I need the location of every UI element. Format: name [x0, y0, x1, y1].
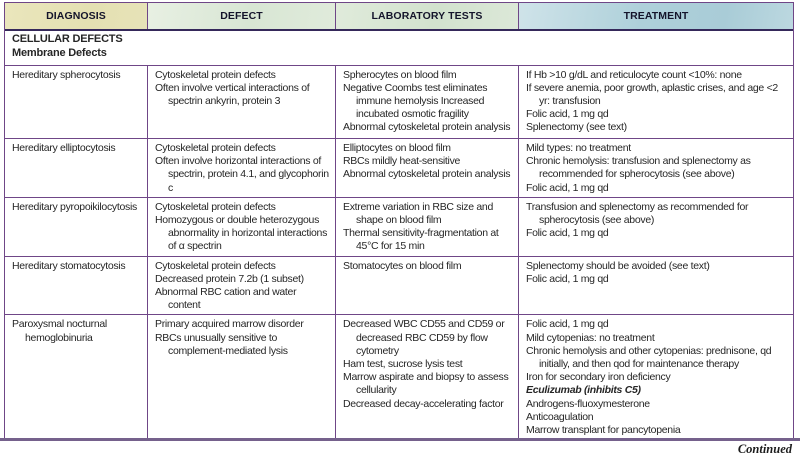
- cell-line: If Hb >10 g/dL and reticulocyte count <10%: none: [526, 68, 742, 81]
- cell-defect: [148, 315, 336, 439]
- cell-line: Folic acid, 1 mg qd: [526, 318, 609, 331]
- cell-line: Mild cytopenias: no treatment: [526, 331, 655, 344]
- cell-line: Marrow aspirate and biopsy to assess cellularity: [343, 371, 509, 397]
- cell-line: Decreased WBC CD55 and CD59 or decreased RBC CD59 by flow cytometry: [343, 318, 505, 357]
- cell-line: Folic acid, 1 mg qd: [526, 272, 609, 285]
- section-title: CELLULAR DEFECTS: [12, 33, 123, 45]
- cell-diagnosis: [5, 257, 148, 315]
- header-cell-diagnosis: DIAGNOSIS: [5, 3, 148, 29]
- cell-line: Hereditary stomatocytosis: [12, 259, 126, 272]
- cell-line: Decreased decay-accelerating factor: [343, 397, 504, 410]
- cell-line: Extreme variation in RBC size and shape on blood film: [343, 200, 493, 227]
- cell-diagnosis: [5, 66, 148, 139]
- cell-defect: [148, 257, 336, 315]
- hemolytic-anemia-table: [4, 2, 794, 439]
- cell-line: Splenectomy (see text): [526, 121, 627, 134]
- cell-line: Chronic hemolysis and other cytopenias: prednisone, qd initially, and then qod for maintenance therapy: [526, 344, 772, 371]
- cell-defect: [148, 66, 336, 139]
- cell-diagnosis: [5, 315, 148, 439]
- cell-treatment: [519, 257, 793, 315]
- continued-label: Continued: [737, 442, 792, 456]
- cell-laboratory-tests: [336, 66, 519, 139]
- cell-line: Ham test, sucrose lysis test: [343, 358, 463, 371]
- cell-line: Cytoskeletal protein defects: [155, 259, 276, 272]
- cell-diagnosis: [5, 198, 148, 256]
- cell-line: Elliptocytes on blood film: [343, 142, 451, 154]
- cell-laboratory-tests: [336, 315, 519, 439]
- cell-line: Abnormal cytoskeletal protein analysis: [343, 168, 511, 181]
- table-body: [5, 65, 793, 440]
- cell-line: Stomatocytes on blood film: [343, 259, 462, 272]
- cell-laboratory-tests: [336, 139, 519, 197]
- section-subtitle: Membrane Defects: [12, 46, 107, 59]
- cell-line: Iron for secondary iron deficiency: [526, 371, 671, 384]
- cell-laboratory-tests: [336, 198, 519, 256]
- cell-line: Eculizumab (inhibits C5): [526, 384, 641, 397]
- cell-treatment: [519, 66, 793, 139]
- cell-laboratory-tests: [336, 257, 519, 315]
- cell-line: Anticoagulation: [526, 410, 594, 423]
- header-row: [5, 3, 793, 31]
- cell-treatment: [519, 139, 793, 197]
- table-row: [5, 314, 793, 439]
- cell-line: Hereditary spherocytosis: [12, 68, 121, 81]
- cell-line: If severe anemia, poor growth, aplastic crises, and age <2 yr: transfusion: [526, 81, 778, 107]
- cell-line: Paroxysmal nocturnal hemoglobinuria: [12, 318, 107, 344]
- section-row: [5, 31, 793, 65]
- cell-line: Cytoskeletal protein defects: [155, 142, 276, 154]
- cell-line: Often involve vertical interactions of spectrin ankyrin, protein 3: [155, 81, 310, 107]
- cell-treatment: [519, 315, 793, 439]
- cell-line: Primary acquired marrow disorder: [155, 318, 304, 331]
- cell-line: Folic acid, 1 mg qd: [526, 108, 609, 121]
- header-cell-laboratory-tests: LABORATORY TESTS: [336, 3, 519, 29]
- cell-line: Often involve horizontal interactions of spectrin, protein 4.1, and glycophorin c: [155, 155, 329, 194]
- cell-line: Negative Coombs test eliminates immune hemolysis Increased incubated osmotic fragility: [343, 81, 488, 121]
- cell-line: Cytoskeletal protein defects: [155, 68, 276, 81]
- cell-diagnosis: [5, 139, 148, 197]
- cell-line: Spherocytes on blood film: [343, 68, 457, 81]
- cell-line: Folic acid, 1 mg qd: [526, 181, 609, 194]
- cell-line: Abnormal RBC cation and water content: [155, 286, 297, 312]
- table-row: [5, 65, 793, 139]
- cell-line: Marrow transplant for pancytopenia: [526, 424, 681, 437]
- header-cell-defect: DEFECT: [148, 3, 336, 29]
- cell-defect: [148, 139, 336, 197]
- table-row: [5, 256, 793, 315]
- cell-line: Mild types: no treatment: [526, 142, 631, 154]
- cell-line: RBCs unusually sensitive to complement-mediated lysis: [155, 331, 288, 357]
- cell-line: Hereditary pyropoikilocytosis: [12, 200, 137, 213]
- table-row: [5, 138, 793, 197]
- bottom-divider: [0, 438, 800, 441]
- cell-line: Splenectomy should be avoided (see text): [526, 259, 710, 272]
- table-row: [5, 197, 793, 256]
- cell-line: Abnormal cytoskeletal protein analysis: [343, 121, 511, 134]
- cell-line: Chronic hemolysis: transfusion and splenectomy as recommended for spherocytosis (see above): [526, 155, 751, 181]
- header-cell-treatment: TREATMENT: [519, 3, 793, 29]
- cell-line: Thermal sensitivity-fragmentation at 45°C for 15 min: [343, 227, 499, 253]
- cell-line: Homozygous or double heterozygous abnormality in horizontal interactions of α spectrin: [155, 214, 328, 253]
- cell-line: Hereditary elliptocytosis: [12, 142, 116, 154]
- cell-line: Cytoskeletal protein defects: [155, 200, 276, 213]
- cell-defect: [148, 198, 336, 256]
- cell-line: RBCs mildly heat-sensitive: [343, 155, 461, 168]
- cell-line: Androgens-fluoxymesterone: [526, 397, 650, 410]
- cell-line: Decreased protein 7.2b (1 subset): [155, 272, 304, 285]
- cell-line: Folic acid, 1 mg qd: [526, 227, 609, 240]
- cell-treatment: [519, 198, 793, 256]
- cell-line: Transfusion and splenectomy as recommended for spherocytosis (see above): [526, 200, 749, 227]
